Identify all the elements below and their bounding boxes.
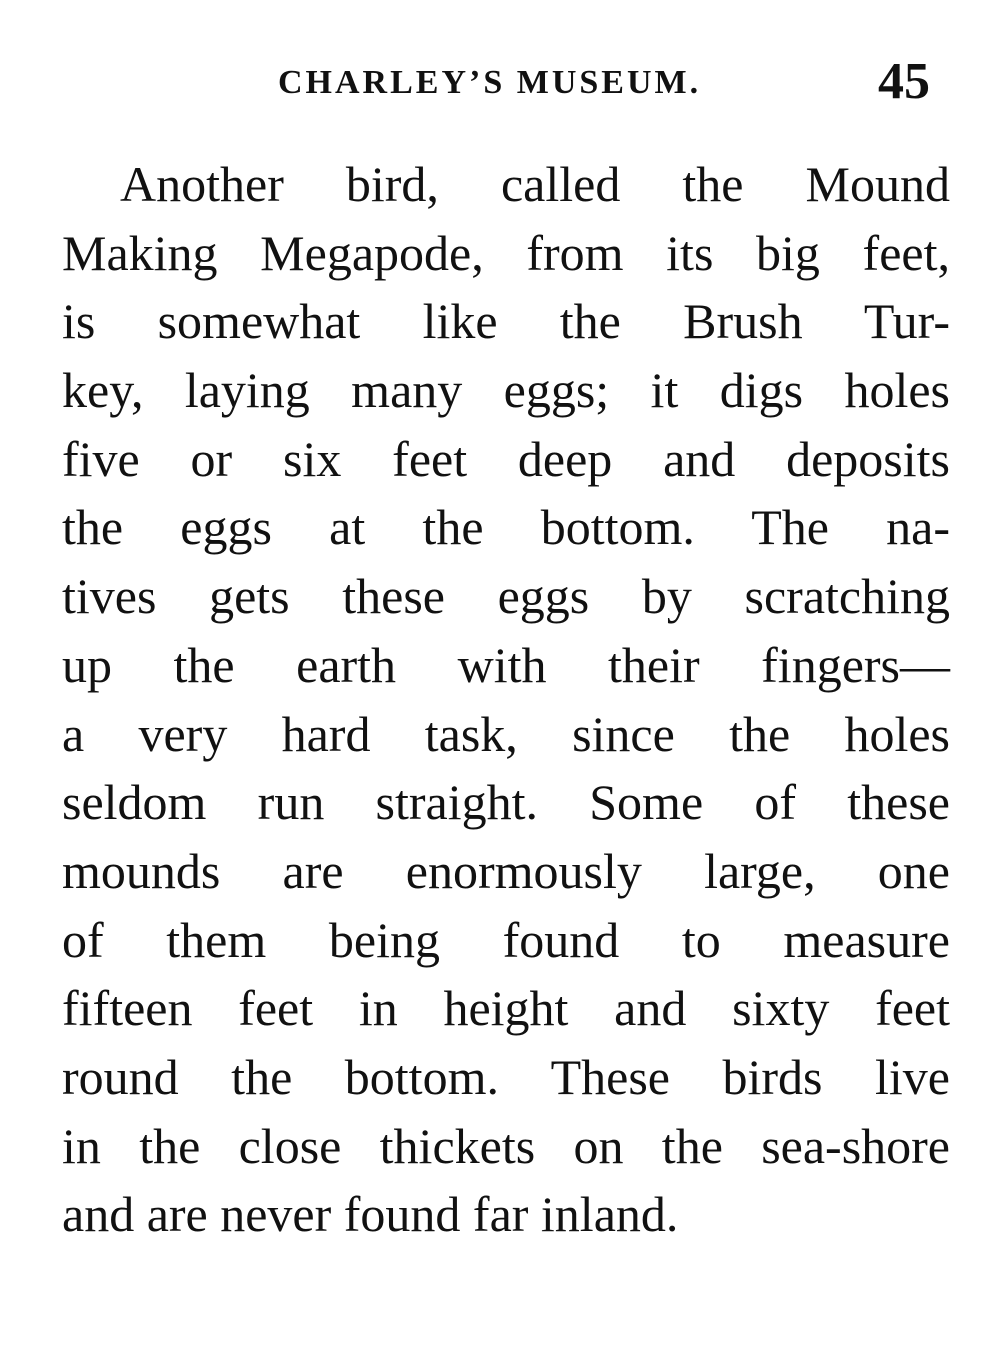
text-line: seldom run straight. Some of these	[62, 774, 950, 831]
text-line: mounds are enormously large, one	[62, 842, 950, 899]
page-number: 45	[878, 53, 930, 110]
text-line: in the close thickets on the sea-shore	[62, 1117, 950, 1174]
text-line: Another bird, called the Mound	[120, 156, 950, 212]
text-line: of them being found to measure	[62, 911, 950, 968]
text-line: Making Megapode, from its big feet,	[62, 224, 950, 281]
text-line: and are never found far inland.	[62, 1186, 679, 1243]
text-line: up the earth with their fingers—	[62, 636, 950, 693]
text-line: is somewhat like the Brush Tur-	[62, 293, 950, 350]
text-line: a very hard task, since the holes	[62, 705, 950, 762]
page-header	[0, 52, 1000, 112]
text-line: round the bottom. These birds live	[62, 1048, 950, 1105]
body-paragraph	[62, 150, 950, 1249]
text-line: key, laying many eggs; it digs holes	[62, 362, 950, 419]
text-line: tives gets these eggs by scratching	[62, 568, 950, 625]
text-line: fifteen feet in height and sixty feet	[62, 980, 950, 1037]
text-line: the eggs at the bottom. The na-	[62, 499, 950, 556]
running-head: CHARLEY’S MUSEUM.	[278, 64, 702, 101]
text-line: five or six feet deep and deposits	[62, 430, 950, 487]
